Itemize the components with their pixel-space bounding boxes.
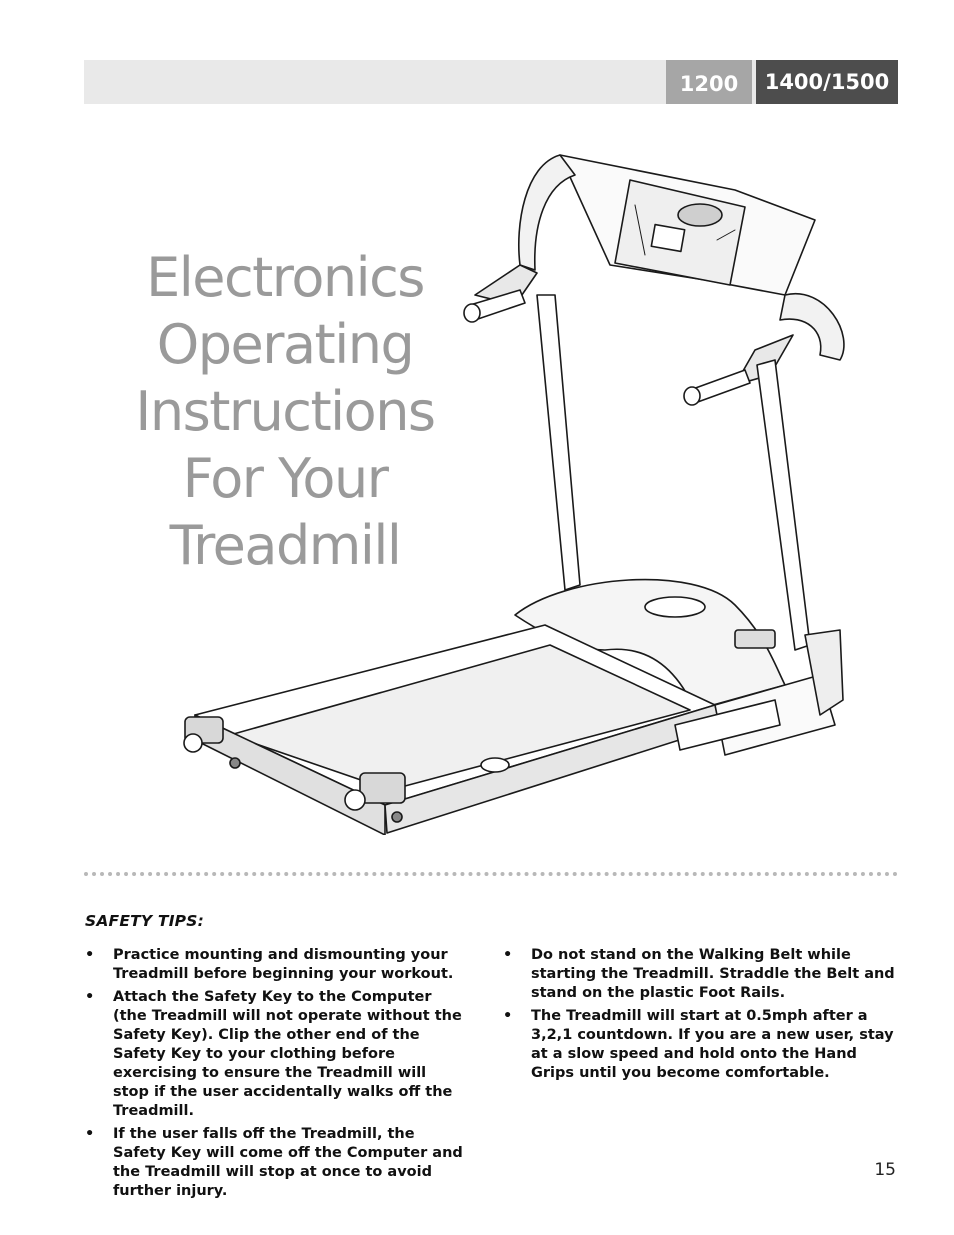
bullet-icon: • xyxy=(85,947,95,963)
title-line-4: For Your xyxy=(182,447,388,510)
dotted-divider xyxy=(84,872,898,876)
title-line-3: Instructions xyxy=(135,380,435,443)
list-item-text: Practice mounting and dismounting your Treadmill before beginning your workout. xyxy=(113,947,454,982)
page-number: 15 xyxy=(874,1160,896,1180)
safety-tips-right-list xyxy=(503,946,898,1087)
list-item-text: Do not stand on the Walking Belt while starting the Treadmill. Straddle the Belt and stand on the plastic Foot Rails. xyxy=(531,947,895,1001)
safety-tips-left-list xyxy=(85,946,465,1205)
title-line-2: Operating xyxy=(156,313,414,376)
list-item xyxy=(85,988,465,1121)
list-item xyxy=(503,1007,898,1083)
list-item-text: If the user falls off the Treadmill, the Safety Key will come off the Computer and the Treadmill will stop at once to avoid further injury. xyxy=(113,1126,463,1199)
bullet-icon: • xyxy=(503,1008,513,1024)
model-tab-1400-1500: 1400/1500 xyxy=(756,60,898,104)
list-item xyxy=(503,946,898,1003)
title-line-1: Electronics xyxy=(146,246,424,309)
list-item xyxy=(85,1125,465,1201)
safety-tips-heading: SAFETY TIPS: xyxy=(85,912,204,930)
list-item xyxy=(85,946,465,984)
list-item-text: Attach the Safety Key to the Computer (the Treadmill will not operate without the Safety Key). Clip the other end of the Safety Key to your clothing before exercising to ensure the Treadmill will stop if the user accidentally walks off the Treadmill. xyxy=(113,989,462,1119)
list-item-text: The Treadmill will start at 0.5mph after a 3,2,1 countdown. If you are a new user, stay at a slow speed and hold onto the Hand Grips until you become comfortable. xyxy=(531,1008,894,1081)
bullet-icon: • xyxy=(503,947,513,963)
bullet-icon: • xyxy=(85,989,95,1005)
page-title xyxy=(110,244,460,579)
bullet-icon: • xyxy=(85,1126,95,1142)
model-tab-1200: 1200 xyxy=(666,60,752,104)
title-line-5: Treadmill xyxy=(169,514,401,577)
